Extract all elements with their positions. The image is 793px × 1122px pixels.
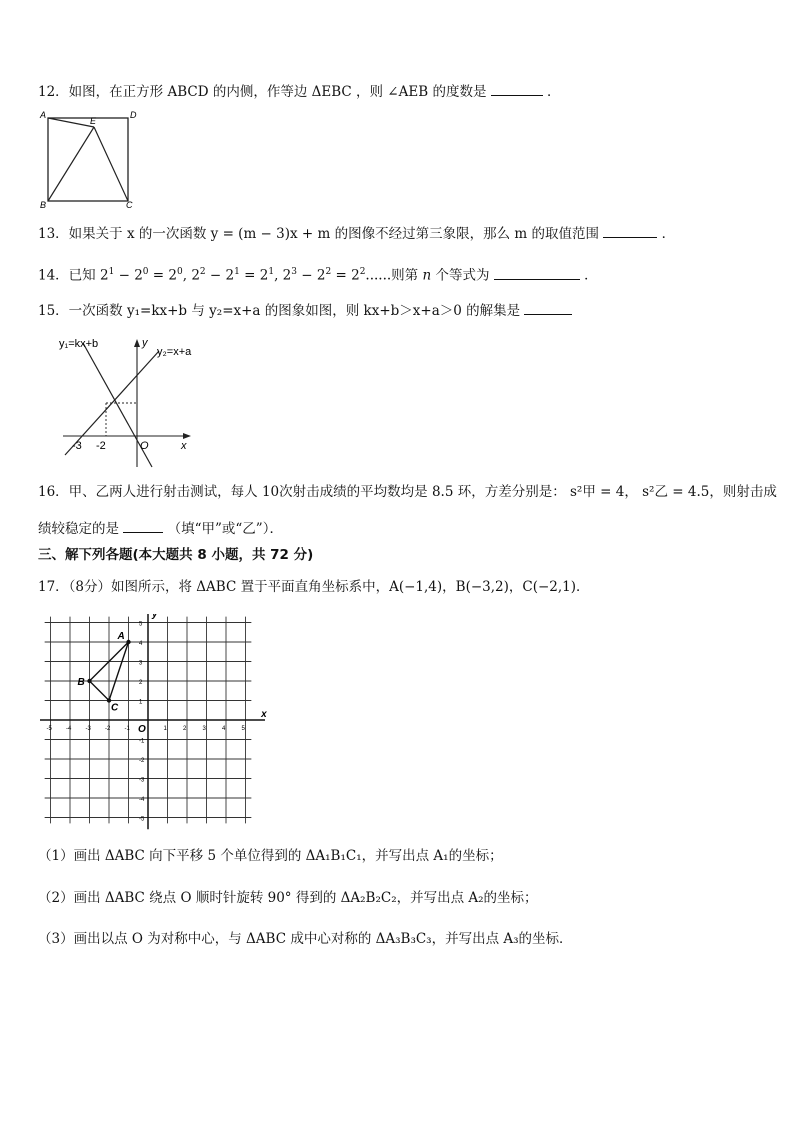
q15-figure [55, 333, 215, 473]
x-tick-label: -1 [124, 726, 130, 732]
q17-sub1: （1）画出 ΔABC 向下平移 5 个单位得到的 ΔA₁B₁C₁，并写出点 A₁的坐标； [38, 848, 503, 864]
point-a [126, 640, 130, 644]
x-tick-label: -3 [85, 726, 91, 732]
q17-sub2: （2）画出 ΔABC 绕点 O 顺时针旋转 90° 得到的 ΔA₂B₂C₂，并写出点 A₂的坐标； [38, 890, 538, 906]
x-tick-label: 1 [163, 726, 167, 732]
label-xaxis: x [181, 440, 187, 452]
x-tick-label: 4 [222, 726, 226, 732]
x-tick-label: -2 [105, 726, 111, 732]
segment-ce [94, 127, 128, 201]
point-b [87, 679, 91, 683]
tick-minus-2: -2 [96, 440, 106, 452]
y-tick-label: -5 [139, 816, 145, 823]
q15-answer-blank[interactable] [524, 300, 572, 315]
q13-text: 13．如果关于 x 的一次函数 y = (m − 3)x + m 的图像不经过第三象限，那么 m 的取值范围 [38, 226, 599, 242]
label-yaxis: y [142, 337, 148, 349]
q12-answer-blank[interactable] [491, 81, 543, 96]
q17-grid-figure [40, 614, 270, 832]
q15-line [38, 300, 572, 321]
q17-sub3: （3）画出以点 O 为对称中心，与 ΔABC 成中心对称的 ΔA₃B₃C₃，并写出点 A₃的坐标． [38, 931, 573, 947]
q17-text: 17．（8分）如图所示，将 ΔABC 置于平面直角坐标系中，A(−1,4)，B(−3,2)，C(−2,1)． [38, 579, 590, 595]
y-tick-label: -1 [139, 738, 145, 745]
q16-text: 16．甲、乙两人进行射击测试，每人 10次射击成绩的平均数均是 8.5 环，方差分别是： [38, 484, 566, 500]
x-axis-label: x [261, 709, 267, 720]
point-label-b: B [77, 677, 85, 688]
q15-text: 15．一次函数 y₁=kx+b 与 y₂=x+a 的图象如图，则 kx+b＞x+a＞0 的解集是 [38, 303, 521, 319]
segment-ae [48, 118, 94, 127]
square-abcd [48, 118, 128, 201]
y-tick-label: 1 [139, 699, 143, 706]
q14-tail: ． [584, 267, 598, 284]
x-tick-label: -4 [66, 726, 72, 732]
q14-line: 14．已知 $2^1 - 2^0 = 2^0$, $2^2 - 2^1 = 2^1$, $2^3 - 2^2 = 2^2$......则第 n 个等式为 ． [38, 262, 598, 286]
y-tick-label: 3 [139, 660, 143, 667]
y-tick-label: -3 [139, 777, 145, 784]
point-label-c: C [111, 702, 119, 714]
q16-line2-tail: （填“甲”或“乙”）． [167, 521, 283, 537]
y-axis-arrow-icon [134, 339, 140, 347]
q12-text: 12．如图，在正方形 ABCD 的内侧，作等边 ΔEBC ，则 ∠AEB 的度数是 [38, 84, 487, 100]
tick-minus-3: -3 [72, 440, 82, 452]
q13-answer-blank[interactable] [603, 223, 657, 238]
q13-tail: ． [661, 226, 676, 242]
q14-answer-blank[interactable] [494, 265, 580, 280]
x-tick-label: 3 [202, 726, 206, 732]
label-e: E [90, 116, 97, 126]
q12-line [38, 81, 561, 102]
section-3-title: 三、解下列各题(本大题共 8 小题，共 72 分) [38, 547, 314, 563]
label-y1: y₁=kx+b [59, 338, 99, 350]
point-label-a: A [117, 631, 125, 642]
y-axis-label: y [152, 614, 158, 620]
y-tick-label: -2 [139, 758, 145, 764]
q16-variance-jia: s²甲 = 4 [570, 484, 625, 500]
q16-line2 [38, 518, 283, 539]
x-tick-label: -5 [46, 726, 52, 732]
label-d: D [130, 110, 137, 120]
segment-be [48, 127, 94, 201]
x-axis-arrow-icon [183, 433, 191, 439]
label-a: A [40, 110, 47, 120]
origin-label: O [138, 724, 146, 735]
y-tick-label: 2 [139, 680, 143, 686]
q12-figure [38, 108, 138, 208]
label-y2: y₂=x+a [157, 346, 192, 358]
x-tick-label: 5 [241, 726, 245, 732]
q16-line1-tail: ，则射击成 [709, 484, 777, 500]
y-tick-label: -4 [139, 797, 145, 803]
q16-answer-blank[interactable] [123, 518, 163, 533]
q12-tail: ． [547, 84, 561, 100]
x-tick-label: 2 [183, 726, 187, 732]
label-b: B [40, 200, 47, 208]
q13-line [38, 223, 675, 244]
coordinate-grid [40, 614, 270, 832]
q14-pre: 14．已知 2 [38, 267, 109, 284]
y-tick-label: 4 [139, 641, 143, 647]
y-tick-label: 5 [139, 621, 143, 628]
label-c: C [126, 200, 133, 208]
label-origin: O [140, 440, 149, 452]
q16-line2-pre: 绩较稳定的是 [38, 521, 119, 537]
q16-variance-yi: s²乙 = 4.5 [642, 484, 710, 500]
q16-line1: 16．甲、乙两人进行射击测试，每人 10次射击成绩的平均数均是 8.5 环，方差分别是： s²甲 = 4， s²乙 = 4.5，则射击成 [38, 484, 777, 500]
